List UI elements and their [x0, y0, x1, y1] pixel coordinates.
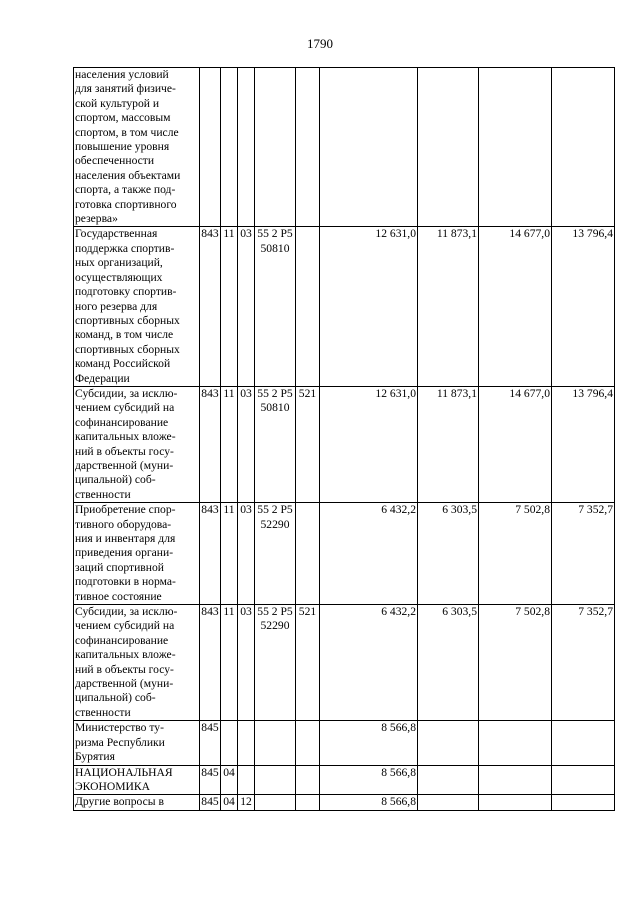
item-name-line: ния и инвентаря для	[75, 532, 176, 545]
item-name-line: Федерации	[75, 371, 130, 385]
item-name-line: софинансирование	[75, 415, 169, 429]
cell-target-item	[255, 68, 296, 227]
cell-subsection: 03	[238, 503, 255, 605]
item-name-line: НАЦИОНАЛЬНАЯ	[75, 765, 173, 779]
cell-amount-1: 6 432,2	[320, 503, 418, 605]
cell-grbs: 845	[200, 765, 221, 795]
cell-amount-3	[479, 68, 552, 227]
item-name-line: дарственной (муни-	[75, 458, 174, 472]
budget-table	[73, 67, 615, 811]
item-name-line: тивного оборудова-	[75, 517, 172, 531]
cell-amount-3	[479, 721, 552, 765]
cell-target-item	[255, 227, 296, 386]
cell-amount-2: 11 873,1	[418, 386, 479, 502]
cell-grbs: 843	[200, 605, 221, 721]
cell-amount-1: 6 432,2	[320, 605, 418, 721]
table-row	[74, 765, 615, 795]
item-name-line: капитальных вложе-	[75, 430, 176, 444]
cell-amount-4: 7 352,7	[552, 503, 615, 605]
cell-expense-type	[296, 795, 320, 810]
cell-expense-type	[296, 503, 320, 605]
cell-amount-1: 12 631,0	[320, 386, 418, 502]
cell-expense-type	[296, 721, 320, 765]
item-name-line: для занятий физиче-	[75, 82, 176, 96]
item-name-line: обеспеченности	[75, 154, 155, 168]
item-name-line: спортивных сборных	[75, 342, 180, 356]
cell-section: 04	[221, 765, 238, 795]
item-name-line: Субсидии, за исклю-	[75, 605, 178, 619]
table-row	[74, 386, 615, 502]
cell-subsection	[238, 765, 255, 795]
item-name-line: капитальных вложе-	[75, 648, 176, 662]
cell-amount-3: 14 677,0	[479, 227, 552, 386]
cell-amount-3: 14 677,0	[479, 386, 552, 502]
item-name-line: команд Российской	[75, 357, 171, 371]
item-name-line: Государственная	[75, 227, 158, 241]
item-name-line: подготовку спортив-	[75, 285, 177, 299]
item-name-line: ЭКОНОМИКА	[75, 779, 151, 793]
item-name-line: команд, в том числе	[75, 328, 174, 342]
cell-expense-type	[296, 68, 320, 227]
cell-subsection: 03	[238, 605, 255, 721]
cell-section: 11	[221, 605, 238, 721]
target-item-line: 55 2 P5	[257, 503, 293, 517]
item-name-line: спортивных сборных	[75, 313, 180, 327]
item-name-line: Субсидии, за исклю-	[75, 386, 178, 400]
page-number: 1790	[307, 36, 333, 51]
cell-amount-2	[418, 795, 479, 810]
cell-amount-1: 8 566,8	[320, 765, 418, 795]
target-item-line: 50810	[260, 241, 290, 255]
item-name-line: резерва»	[75, 212, 118, 226]
item-name-line: чением субсидий на	[75, 619, 175, 633]
item-name-line: населения условий	[75, 68, 169, 81]
item-name-line: готовка спортивного	[75, 197, 177, 211]
cell-section: 11	[221, 503, 238, 605]
target-item-line: 55 2 P5	[257, 605, 293, 619]
cell-item-name	[74, 765, 200, 795]
cell-amount-4: 13 796,4	[552, 227, 615, 386]
cell-amount-1: 12 631,0	[320, 227, 418, 386]
cell-section: 11	[221, 227, 238, 386]
item-name-line: спортом, массовым	[75, 111, 171, 125]
cell-amount-4	[552, 765, 615, 795]
cell-subsection: 03	[238, 227, 255, 386]
item-name-line: ных организаций,	[75, 256, 163, 270]
target-item-line: 55 2 P5	[257, 386, 293, 400]
cell-grbs	[200, 68, 221, 227]
item-name-line: повышение уровня	[75, 140, 170, 154]
cell-grbs: 845	[200, 721, 221, 765]
cell-grbs: 845	[201, 795, 219, 809]
cell-amount-1	[320, 68, 418, 227]
cell-grbs: 843	[200, 227, 221, 386]
cell-amount-4	[552, 68, 615, 227]
cell-expense-type: 521	[296, 605, 320, 721]
cell-amount-3	[479, 795, 552, 810]
item-name-line: ской культурой и	[75, 96, 160, 110]
cell-subsection: 12	[238, 795, 255, 810]
target-item-line: 55 2 P5	[257, 227, 293, 241]
item-name-line: чением субсидий на	[75, 401, 175, 415]
cell-section	[221, 68, 238, 227]
table-row	[74, 795, 615, 810]
table-body	[74, 68, 615, 811]
table-row	[74, 721, 615, 765]
item-name-line: спорта, а также под-	[75, 183, 176, 197]
cell-amount-2	[418, 68, 479, 227]
table-row	[74, 227, 615, 386]
cell-amount-2: 6 303,5	[418, 503, 479, 605]
cell-amount-3	[479, 765, 552, 795]
cell-target-item	[255, 605, 296, 721]
target-item-line: 50810	[260, 401, 290, 415]
cell-grbs: 843	[200, 503, 221, 605]
table-row	[74, 605, 615, 721]
item-name-line: поддержка спортив-	[75, 241, 175, 255]
cell-amount-4	[552, 721, 615, 765]
item-name-line: ний в объекты госу-	[75, 662, 174, 676]
cell-amount-2: 6 303,5	[418, 605, 479, 721]
cell-amount-4: 7 352,7	[552, 605, 615, 721]
cell-amount-4: 13 796,4	[552, 386, 615, 502]
table-row	[74, 68, 615, 227]
cell-amount-1: 8 566,8	[320, 795, 418, 810]
item-name-line: приведения органи-	[75, 546, 174, 560]
item-name-line: софинансирование	[75, 633, 169, 647]
cell-section: 04	[221, 795, 238, 810]
cell-subsection	[238, 68, 255, 227]
cell-target-item	[255, 721, 296, 765]
target-item-line: 52290	[260, 517, 290, 531]
item-name-line: ственности	[75, 487, 131, 501]
cell-item-name	[74, 605, 200, 721]
cell-item-name	[74, 795, 200, 810]
cell-item-name	[74, 68, 200, 227]
cell-amount-3: 7 502,8	[479, 503, 552, 605]
cell-subsection: 03	[238, 386, 255, 502]
cell-amount-2	[418, 765, 479, 795]
item-name-line: ризма Республики	[75, 735, 165, 749]
cell-amount-2: 11 873,1	[418, 227, 479, 386]
item-name-line: ний в объекты госу-	[75, 444, 174, 458]
item-name-line: осуществляющих	[75, 270, 163, 284]
cell-amount-4	[552, 795, 615, 810]
item-name-line: Министерство ту-	[75, 721, 164, 735]
table-row	[74, 503, 615, 605]
cell-amount-1: 8 566,8	[320, 721, 418, 765]
cell-amount-2	[418, 721, 479, 765]
cell-target-item	[255, 795, 296, 810]
cell-grbs: 843	[200, 386, 221, 502]
cell-item-name	[74, 721, 200, 765]
item-name-line: спортом, в том числе	[75, 125, 179, 139]
cell-subsection	[238, 721, 255, 765]
target-item-line: 52290	[260, 619, 290, 633]
cell-amount-3: 7 502,8	[479, 605, 552, 721]
cell-target-item	[255, 503, 296, 605]
cell-item-name	[74, 386, 200, 502]
item-name-line: ственности	[75, 705, 131, 719]
item-name-line: ципальной) соб-	[75, 691, 156, 705]
item-name-line: заций спортивной	[75, 560, 164, 574]
cell-target-item	[255, 765, 296, 795]
item-name-line: Другие вопросы в	[75, 795, 164, 809]
item-name-line: ципальной) соб-	[75, 473, 156, 487]
cell-section: 11	[221, 386, 238, 502]
cell-item-name	[74, 503, 200, 605]
item-name-line: населения объектами	[75, 168, 181, 182]
item-name-line: Приобретение спор-	[75, 503, 176, 517]
cell-target-item	[255, 386, 296, 502]
cell-expense-type	[296, 765, 320, 795]
item-name-line: подготовки в норма-	[75, 575, 176, 589]
cell-item-name	[74, 227, 200, 386]
cell-expense-type: 521	[296, 386, 320, 502]
item-name-line: дарственной (муни-	[75, 677, 174, 691]
cell-expense-type	[296, 227, 320, 386]
item-name-line: тивное состояние	[75, 589, 162, 603]
item-name-line: Бурятия	[75, 750, 115, 764]
cell-section	[221, 721, 238, 765]
item-name-line: ного резерва для	[75, 299, 158, 313]
